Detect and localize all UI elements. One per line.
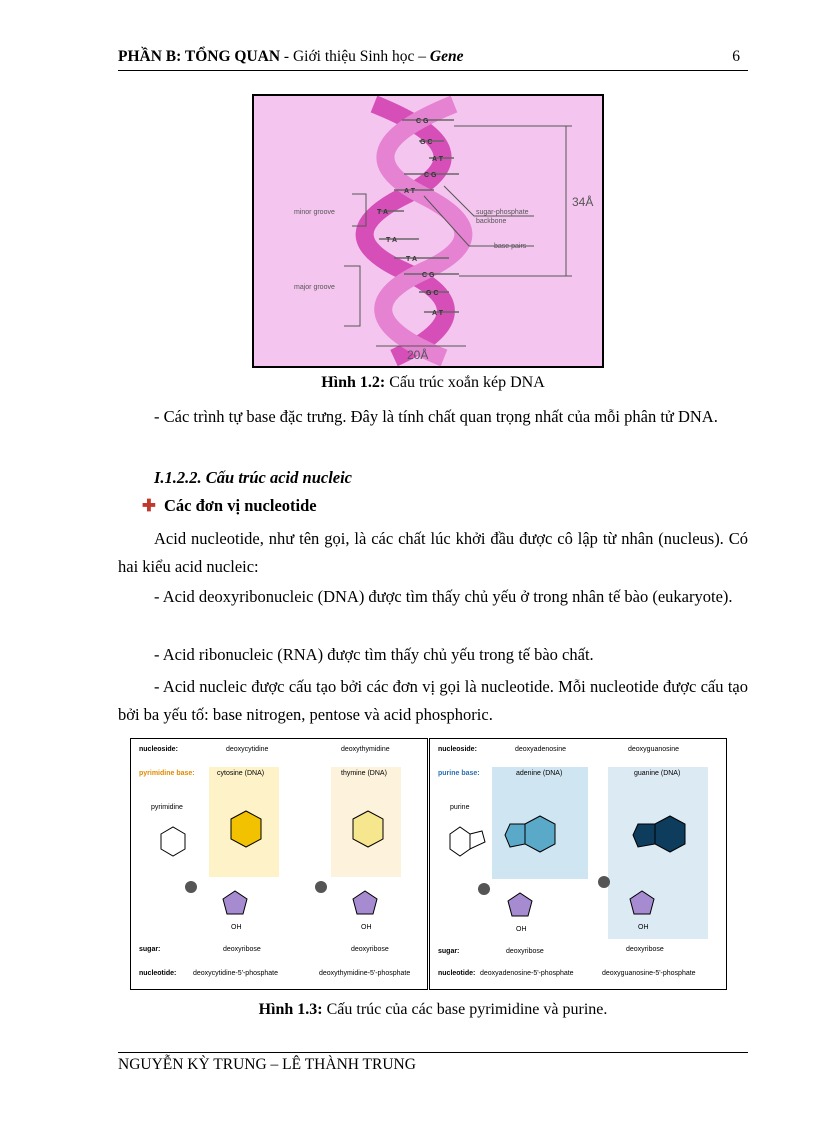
figure2-caption	[118, 1001, 748, 1019]
purine-drawing	[430, 739, 726, 989]
guanine-ring-6	[655, 816, 685, 852]
guanine-ring-5	[633, 824, 655, 847]
sugar-label: sugar:	[438, 948, 460, 955]
nucleotide-label: nucleotide:	[438, 970, 476, 977]
deoxyguanosine-label: deoxyguanosine	[628, 746, 679, 753]
pyrimidine-ring-label: pyrimidine	[151, 804, 183, 811]
header-sep: - Giới thiệu Sinh học –	[280, 48, 430, 65]
pitch-label: 34Å	[572, 195, 594, 209]
paragraph-4: - Acid ribonucleic (RNA) được tìm thấy chủ yếu trong tế bào chất.	[154, 645, 594, 664]
minor-groove-label: minor groove	[294, 209, 335, 216]
footer-authors: NGUYỄN KỲ TRUNG – LÊ THÀNH TRUNG	[118, 1056, 416, 1073]
header-rule	[118, 70, 748, 71]
purine-figure	[429, 738, 727, 990]
figure1-caption-text: Cấu trúc xoắn kép DNA	[385, 374, 545, 391]
sugar-label: sugar:	[139, 946, 161, 953]
deoxyribose-1: deoxyribose	[506, 948, 544, 955]
phosphate-1	[185, 881, 197, 893]
purine-ring-label: purine	[450, 804, 470, 811]
dna-helix-drawing	[254, 96, 602, 366]
sugar-ring-1	[508, 893, 532, 916]
pair-4: C G	[424, 172, 437, 179]
pair-3: A T	[432, 156, 444, 163]
sugar-ring-1	[223, 891, 247, 914]
oh-1: OH	[231, 924, 242, 931]
base-pairs-label: base pairs	[494, 243, 527, 250]
paragraph-3: - Acid deoxyribonucleic (DNA) được tìm thấy chủ yếu ở trong nhân tế bào (eukaryote).	[154, 587, 733, 606]
phosphate-2	[598, 876, 610, 888]
pair-9: C G	[422, 272, 435, 279]
deoxythymidine-label: deoxythymidine	[341, 746, 390, 753]
guanine-highlight	[608, 767, 708, 939]
pair-2: G C	[420, 139, 433, 146]
bullet-icon: ✚	[142, 496, 156, 515]
sugar-ring-2	[353, 891, 377, 914]
header-topic: Gene	[429, 48, 464, 65]
figure1-caption-label: Hình 1.2:	[321, 374, 386, 391]
oh-1: OH	[516, 926, 527, 933]
dAMP-label: deoxyadenosine-5'-phosphate	[480, 970, 574, 977]
pyrimidine-ring	[161, 827, 185, 856]
dGMP-label: deoxyguanosine-5'-phosphate	[602, 970, 696, 977]
paragraph-1: - Các trình tự base đặc trưng. Đây là tính chất quan trọng nhất của mỗi phân tử DNA.	[154, 407, 718, 426]
pair-5: A T	[404, 188, 416, 195]
subsection-title	[142, 496, 317, 516]
page-number: 6	[732, 48, 740, 65]
phosphate-2	[315, 881, 327, 893]
major-groove-label: major groove	[294, 284, 335, 291]
footer-rule	[118, 1052, 748, 1053]
width-label: 20Å	[407, 348, 429, 362]
adenine-ring-6	[525, 816, 555, 852]
cytosine-label: cytosine (DNA)	[217, 770, 265, 777]
nucleotide-label: nucleotide:	[139, 970, 177, 977]
adenine-label: adenine (DNA)	[516, 770, 563, 777]
pair-10: G C	[426, 290, 439, 297]
pair-7: T A	[386, 237, 398, 244]
pair-8: T A	[406, 256, 418, 263]
pyrimidine-base-label: pyrimidine base:	[139, 770, 195, 777]
oh-2: OH	[638, 924, 649, 931]
dna-helix-figure	[252, 94, 604, 368]
subsection-title-text: Các đơn vị nucleotide	[164, 496, 317, 515]
pair-6: T A	[377, 209, 389, 216]
pair-11: A T	[432, 310, 444, 317]
purine-ring-5	[470, 831, 485, 849]
purine-base-label: purine base:	[438, 770, 480, 777]
pyrimidine-figure	[130, 738, 428, 990]
thymine-label: thymine (DNA)	[341, 770, 387, 777]
pyrimidine-drawing	[131, 739, 427, 989]
paragraph-5: - Acid nucleic được cấu tạo bởi các đơn vị gọi là nucleotide. Mỗi nucleotide được cấu tạo bởi ba yếu tố: base nitrogen, pentose và acid phosphoric.	[118, 677, 748, 724]
header-part: PHẦN B: TỔNG QUAN	[118, 48, 281, 65]
dTMP-label: deoxythymidine-5'-phosphate	[319, 970, 411, 977]
deoxyribose-2: deoxyribose	[351, 946, 389, 953]
phosphate-1	[478, 883, 490, 895]
cytosine-ring	[231, 811, 261, 847]
deoxyribose-2: deoxyribose	[626, 946, 664, 953]
thymine-ring	[353, 811, 383, 847]
backbone-label-1: sugar-phosphate	[476, 209, 529, 216]
purine-ring-6	[450, 827, 470, 856]
backbone-label-2: backbone	[476, 218, 507, 225]
figure1-caption	[118, 374, 748, 392]
nucleoside-label: nucleoside:	[139, 746, 178, 753]
header-title	[118, 48, 463, 66]
guanine-label: guanine (DNA)	[634, 770, 681, 777]
page-header	[118, 48, 748, 70]
figure2-caption-label: Hình 1.3:	[258, 1001, 323, 1018]
section-title: I.1.2.2. Cấu trúc acid nucleic	[154, 468, 353, 487]
deoxyadenosine-label: deoxyadenosine	[515, 746, 566, 753]
figure2-caption-text: Cấu trúc của các base pyrimidine và purine.	[322, 1001, 608, 1018]
dCMP-label: deoxycytidine-5'-phosphate	[193, 970, 279, 977]
deoxycytidine-label: deoxycytidine	[226, 746, 269, 753]
oh-2: OH	[361, 924, 372, 931]
nucleoside-label: nucleoside:	[438, 746, 477, 753]
deoxyribose-1: deoxyribose	[223, 946, 261, 953]
pair-1: C G	[416, 118, 429, 125]
paragraph-2: Acid nucleotide, như tên gọi, là các chất lúc khởi đầu được cô lập từ nhân (nucleus). Có hai kiểu acid nucleic:	[118, 529, 748, 576]
